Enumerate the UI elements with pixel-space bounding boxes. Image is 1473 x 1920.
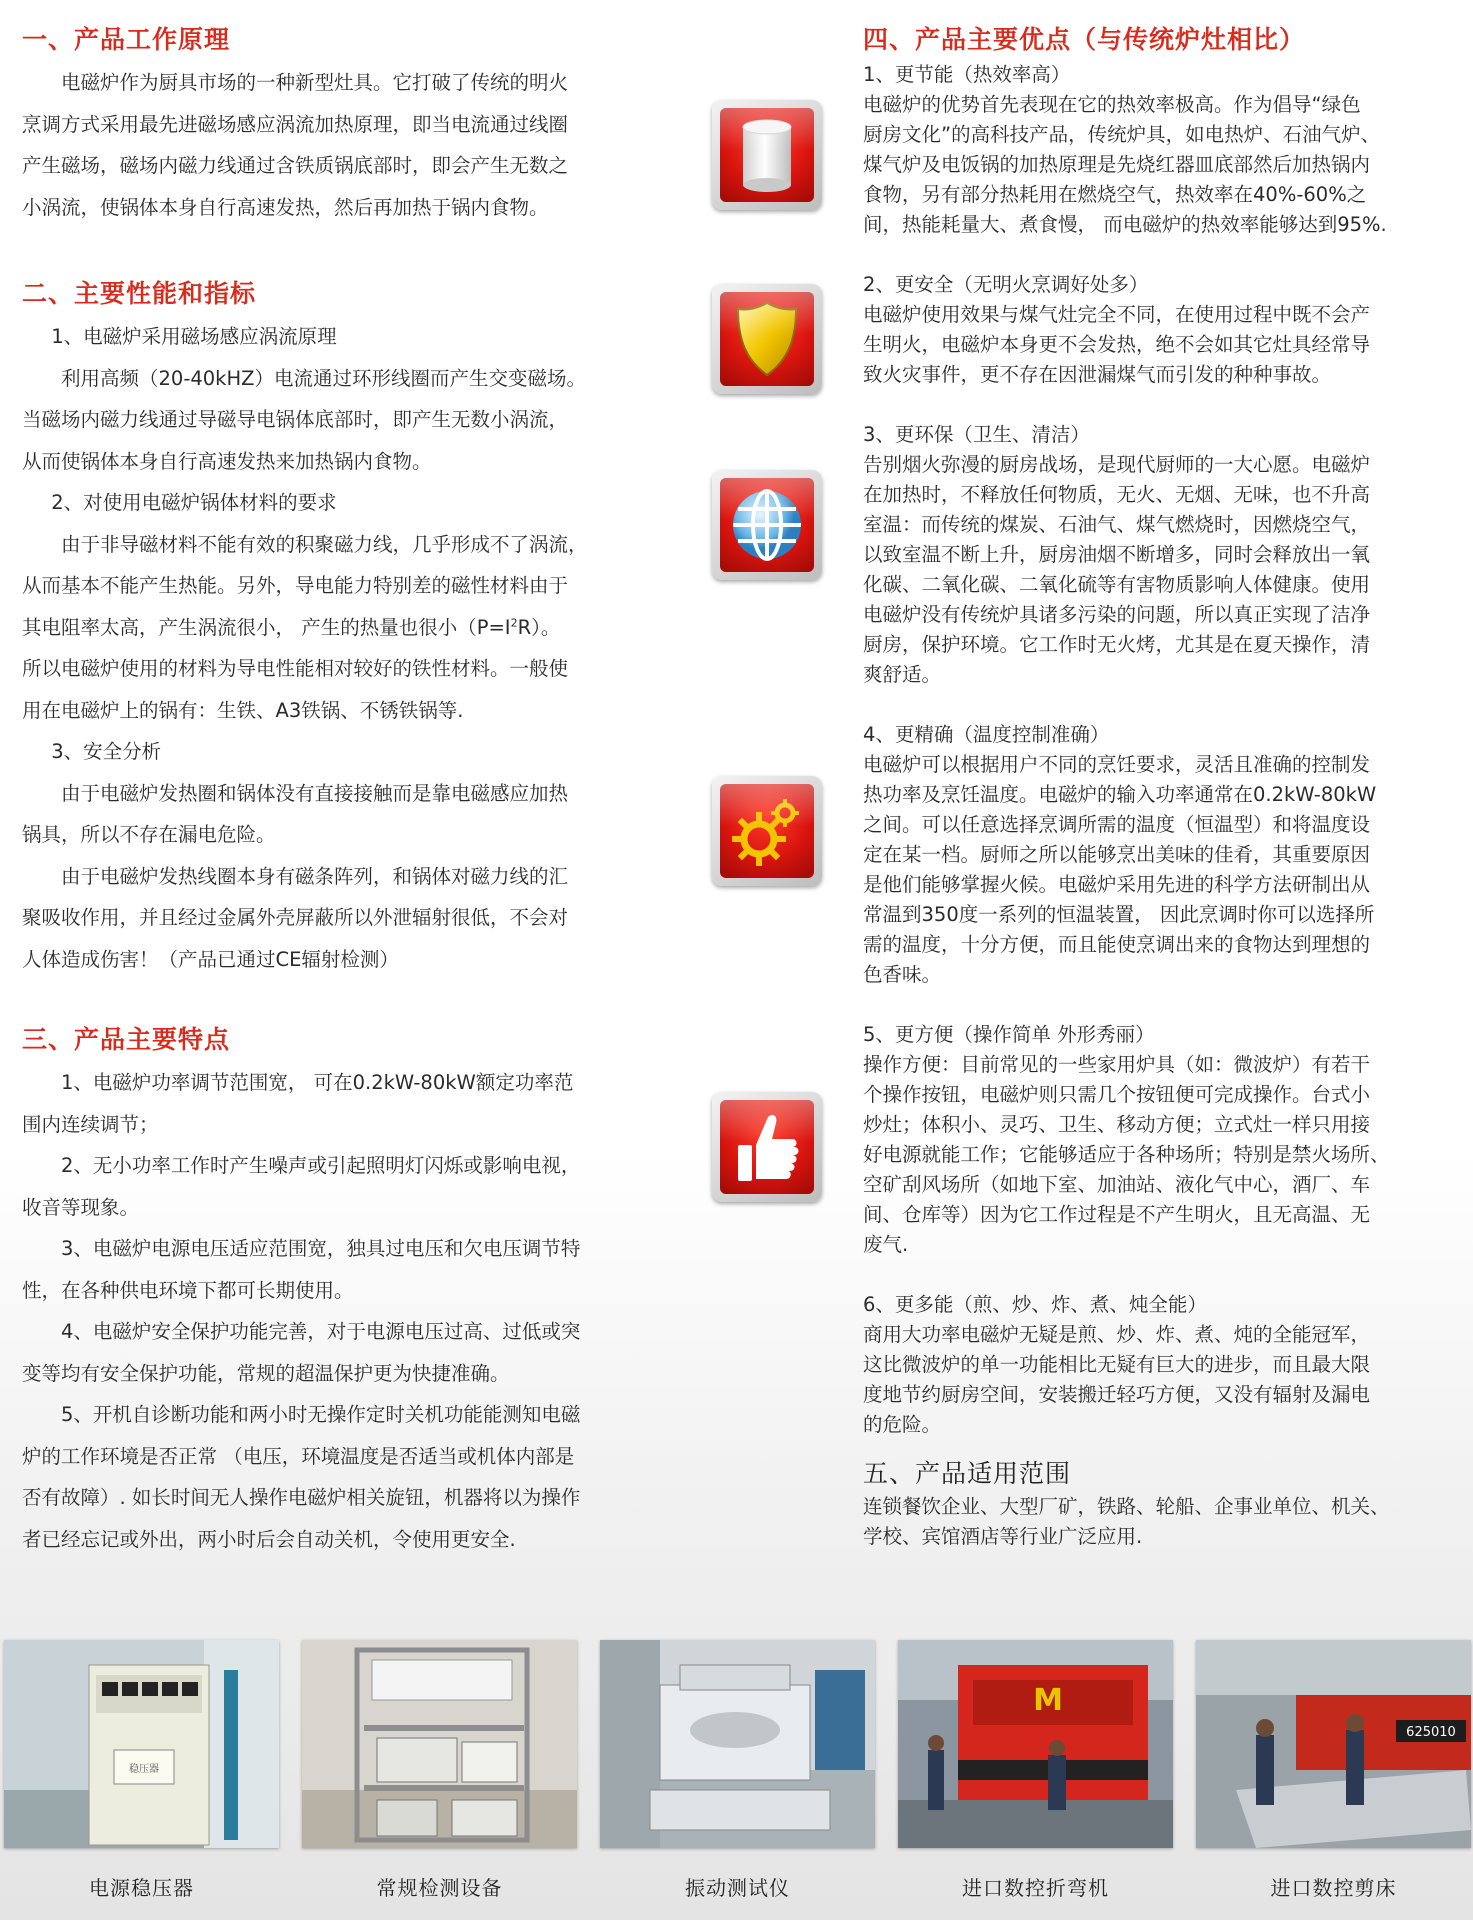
- text-line: 5、开机自诊断功能和两小时无操作定时关机功能能测知电磁: [61, 1403, 581, 1426]
- text-line: 从而使锅体本身自行高速发热来加热锅内食物。: [22, 449, 432, 473]
- text-line: 聚吸收作用，并且经过金属外壳屏蔽所以外泄辐射很低，不会对: [22, 906, 569, 929]
- shield-icon: [720, 292, 814, 386]
- photo-caption: 振动测试仪: [685, 1876, 790, 1900]
- advantage-item-versatility: [863, 1290, 1458, 1440]
- text-line: 2、对使用电磁炉锅体材料的要求: [51, 491, 337, 514]
- text-line: 由于非导磁材料不能有效的积聚磁力线，几乎形成不了涡流，: [61, 532, 588, 556]
- section-title-advantages: 四、产品主要优点（与传统炉灶相比）: [863, 25, 1306, 54]
- text-line: 操作方便：目前常见的一些家用炉具（如：微波炉）有若干: [863, 1053, 1371, 1076]
- photo-cnc-bending-machine: [898, 1640, 1173, 1848]
- text-line: 需的温度，十分方便，而且能使烹调出来的食物达到理想的: [863, 933, 1371, 956]
- text-line: 的危险。: [863, 1413, 942, 1436]
- text-line: 空矿刮风场所（如地下室、加油站、液化气中心，酒厂、车: [863, 1173, 1371, 1196]
- text-line: 围内连续调节；: [22, 1112, 159, 1136]
- text-line: 利用高频（20-40kHZ）电流通过环形线圈而产生交变磁场。: [61, 366, 586, 390]
- equipment-photo-strip: [0, 1640, 1473, 1920]
- text-line: 人体造成伤害！（产品已通过CE辐射检测）: [22, 947, 399, 971]
- thumbs-up-icon-box: [712, 1092, 822, 1202]
- text-line: 3、安全分析: [51, 740, 162, 763]
- gears-icon: [720, 784, 814, 878]
- text-fragment: 其电阻率太高，产生涡流很小， 产生的热量也很小（P=I: [22, 615, 511, 639]
- text-line: 是他们能够掌握火候。电磁炉采用先进的科学方法研制出从: [863, 873, 1371, 896]
- advantage-heading: 4、更精确（温度控制准确）: [863, 723, 1110, 746]
- photo-caption: 常规检测设备: [376, 1876, 503, 1900]
- text-line: 电磁炉没有传统炉具诸多污染的问题，所以真正实现了洁净: [863, 603, 1371, 626]
- advantage-heading: 2、更安全（无明火烹调好处多）: [863, 273, 1149, 296]
- text-line: 连锁餐饮企业、大型厂矿，铁路、轮船、企事业单位、机关、: [863, 1495, 1390, 1518]
- advantage-text: [863, 450, 1458, 690]
- text-line: [22, 607, 682, 649]
- text-line: 告别烟火弥漫的厨房战场，是现代厨师的一大心愿。电磁炉: [863, 453, 1371, 476]
- text-line: 电磁炉作为厨具市场的一种新型灶具。它打破了传统的明火: [61, 71, 569, 94]
- advantage-heading: 6、更多能（煎、炒、炸、煮、炖全能）: [863, 1293, 1207, 1316]
- performance-text: [22, 316, 682, 980]
- thumbs-up-icon: [720, 1100, 814, 1194]
- text-line: 小涡流，使锅体本身自行高速发热，然后再加热于锅内食物。: [22, 195, 549, 219]
- text-line: 致火灾事件，更不存在因泄漏煤气而引发的种种事故。: [863, 363, 1332, 386]
- text-line: 锅具，所以不存在漏电危险。: [22, 823, 276, 846]
- text-line: 之间。可以任意选择烹调所需的温度（恒温型）和将温度设: [863, 813, 1371, 836]
- photo-caption: 进口数控折弯机: [962, 1876, 1109, 1900]
- section-title-performance: 二、主要性能和指标: [22, 279, 257, 308]
- advantage-text: [863, 1050, 1458, 1260]
- text-line: 由于电磁炉发热线圈本身有磁条阵列，和锅体对磁力线的汇: [61, 864, 569, 888]
- gears-icon-box: [712, 776, 822, 886]
- photo-caption: 进口数控剪床: [1270, 1876, 1397, 1900]
- text-line: 者已经忘记或外出，两小时后会自动关机，令使用更安全.: [22, 1527, 516, 1551]
- text-line: 性，在各种供电环境下都可长期使用。: [22, 1278, 354, 1302]
- section-title-applications: 五、产品适用范围: [863, 1459, 1072, 1488]
- text-line: 电磁炉的优势首先表现在它的热效率极高。作为倡导“绿色: [863, 93, 1361, 116]
- advantage-item-environment: [863, 420, 1458, 690]
- text-line: 变等均有安全保护功能，常规的超温保护更为快捷准确。: [22, 1361, 510, 1385]
- text-line: 炒灶；体积小、灵巧、卫生、移动方便；立式灶一样只用接: [863, 1113, 1371, 1136]
- advantage-heading: 5、更方便（操作简单 外形秀丽）: [863, 1023, 1155, 1046]
- superscript-2: 2: [510, 616, 518, 629]
- text-line: 1、电磁炉采用磁场感应涡流原理: [51, 325, 337, 348]
- working-principle-text: [22, 62, 682, 228]
- globe-icon: [720, 478, 814, 572]
- advantage-item-energy: [863, 60, 1458, 240]
- shield-icon-box: [712, 284, 822, 394]
- text-line: 学校、宾馆酒店等行业广泛应用.: [863, 1525, 1143, 1548]
- stabilizer-label: 稳压器: [129, 1764, 159, 1775]
- advantage-text: [863, 300, 1458, 390]
- globe-icon-box: [712, 470, 822, 580]
- photo-vibration-tester: [600, 1640, 875, 1848]
- text-line: 用在电磁炉上的锅有：生铁、A3铁锅、不锈铁锅等.: [22, 698, 464, 722]
- text-line: 当磁场内磁力线通过导磁导电锅体底部时，即产生无数小涡流，: [22, 408, 569, 431]
- text-line: 3、电磁炉电源电压适应范围宽，独具过电压和欠电压调节特: [61, 1237, 581, 1260]
- machine-brand-label: M: [1033, 1683, 1063, 1718]
- text-line: 电磁炉可以根据用户不同的烹饪要求，灵活且准确的控制发: [863, 753, 1371, 776]
- text-line: 烹调方式采用最先进磁场感应涡流加热原理，即当电流通过线圈: [22, 112, 569, 136]
- right-column: [863, 20, 1458, 1552]
- text-line: 化碳、二氧化碳、二氧化硫等有害物质影响人体健康。使用: [863, 573, 1371, 596]
- photo-voltage-stabilizer: [4, 1640, 279, 1848]
- text-line: 商用大功率电磁炉无疑是煎、炒、炸、煮、炖的全能冠军，: [863, 1323, 1371, 1346]
- advantage-item-precision: [863, 720, 1458, 990]
- text-line: 室温：而传统的煤炭、石油气、煤气燃烧时，因燃烧空气，: [863, 513, 1371, 536]
- text-line: 所以电磁炉使用的材料为导电性能相对较好的铁性材料。一般使: [22, 657, 569, 680]
- machine-model-label: 625010: [1406, 1725, 1456, 1740]
- text-line: 生明火，电磁炉本身更不会发热，绝不会如其它灶具经常导: [863, 333, 1371, 356]
- text-line: 间，热能耗量大、煮食慢， 而电磁炉的热效率能够达到95%.: [863, 213, 1387, 236]
- cylinder-icon: [720, 108, 814, 202]
- text-line: 好电源就能工作；它能够适应于各种场所；特别是禁火场所、: [863, 1143, 1390, 1166]
- text-line: 由于电磁炉发热圈和锅体没有直接接触而是靠电磁感应加热: [61, 781, 569, 805]
- advantage-heading: 1、更节能（热效率高）: [863, 63, 1071, 86]
- text-line: 这比微波炉的单一功能相比无疑有巨大的进步，而且最大限: [863, 1353, 1371, 1376]
- text-line: 间、仓库等）因为它工作过程是不产生明火，且无高温、无: [863, 1203, 1371, 1226]
- text-line: 产生磁场，磁场内磁力线通过含铁质锅底部时，即会产生无数之: [22, 154, 569, 177]
- advantage-text: [863, 1320, 1458, 1440]
- advantage-item-convenience: [863, 1020, 1458, 1260]
- text-line: 以致室温不断上升，厨房油烟不断增多，同时会释放出一氧: [863, 543, 1371, 566]
- text-line: 热功率及烹饪温度。电磁炉的输入功率通常在0.2kW-80kW: [863, 783, 1377, 806]
- text-line: 1、电磁炉功率调节范围宽， 可在0.2kW-80kW额定功率范: [61, 1071, 574, 1094]
- text-line: 色香味。: [863, 963, 942, 986]
- cylinder-icon-box: [712, 100, 822, 210]
- text-line: 2、无小功率工作时产生噪声或引起照明灯闪烁或影响电视，: [61, 1154, 581, 1177]
- section-title-working-principle: 一、产品工作原理: [22, 25, 231, 54]
- text-line: 否有故障）. 如长时间无人操作电磁炉相关旋钮，机器将以为操作: [22, 1486, 581, 1509]
- applications-text: [863, 1492, 1458, 1552]
- text-line: 常温到350度一系列的恒温装置， 因此烹调时你可以选择所: [863, 903, 1375, 926]
- advantage-text: [863, 90, 1458, 240]
- text-line: 电磁炉使用效果与煤气灶完全不同，在使用过程中既不会产: [863, 303, 1371, 326]
- advantage-item-safety: [863, 270, 1458, 390]
- text-line: 收音等现象。: [22, 1195, 140, 1219]
- text-line: 4、电磁炉安全保护功能完善，对于电源电压过高、过低或突: [61, 1320, 581, 1343]
- text-line: 在加热时，不释放任何物质，无火、无烟、无味，也不升高: [863, 483, 1371, 506]
- advantage-text: [863, 750, 1458, 990]
- text-line: 煤气炉及电饭锅的加热原理是先烧红器皿底部然后加热锅内: [863, 153, 1371, 176]
- text-fragment: R）。: [517, 615, 561, 639]
- photo-testing-equipment: [302, 1640, 577, 1848]
- photo-cnc-shearing-machine: [1196, 1640, 1471, 1848]
- text-line: 度地节约厨房空间，安装搬迁轻巧方便，又没有辐射及漏电: [863, 1383, 1371, 1406]
- features-text: [22, 1062, 682, 1560]
- text-line: 厨房，保护环境。它工作时无火烤，尤其是在夏天操作，清: [863, 633, 1371, 656]
- left-column: [22, 20, 682, 1560]
- text-line: 个操作按钮，电磁炉则只需几个按钮便可完成操作。台式小: [863, 1083, 1371, 1106]
- text-line: 定在某一档。厨师之所以能够烹出美味的佳肴，其重要原因: [863, 843, 1371, 866]
- text-line: 厨房文化”的高科技产品，传统炉具，如电热炉、石油气炉、: [863, 123, 1381, 146]
- text-line: 废气.: [863, 1233, 909, 1256]
- photo-caption: 电源稳压器: [89, 1876, 194, 1900]
- text-line: 食物，另有部分热耗用在燃烧空气，热效率在40%-60%之: [863, 183, 1367, 206]
- text-line: 爽舒适。: [863, 663, 942, 686]
- text-line: 炉的工作环境是否正常 （电压，环境温度是否适当或机体内部是: [22, 1444, 575, 1468]
- section-title-features: 三、产品主要特点: [22, 1025, 231, 1054]
- text-line: 从而基本不能产生热能。另外，导电能力特别差的磁性材料由于: [22, 574, 569, 597]
- advantage-heading: 3、更环保（卫生、清洁）: [863, 423, 1090, 446]
